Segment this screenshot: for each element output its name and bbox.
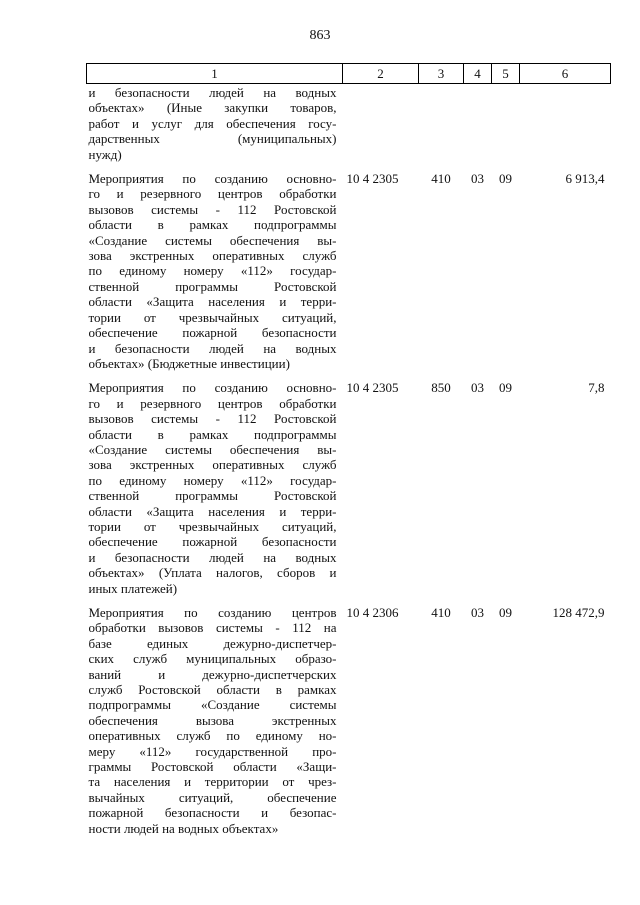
description-line: ственной программы Ростовской xyxy=(88,488,337,504)
header-col-3: 3 xyxy=(419,64,464,84)
description-line: обеспечение пожарной безопасности xyxy=(88,534,337,550)
row-description xyxy=(87,379,343,604)
description-line: «Создание системы обеспечения вы- xyxy=(88,441,337,457)
expense-type xyxy=(419,84,464,171)
description-line: работ и услуг для обеспечения госу- xyxy=(88,115,337,131)
description-line: вызовов системы - 112 Ростовской xyxy=(88,201,337,217)
description-line: меру «112» государственной про- xyxy=(88,743,337,759)
description-line: пожарной безопасности и безопас- xyxy=(88,805,337,821)
expense-type: 850 xyxy=(431,380,451,396)
description-line: области в рамках подпрограммы xyxy=(88,217,337,233)
header-col-5: 5 xyxy=(492,64,520,84)
target-code: 10 4 2305 xyxy=(346,171,399,187)
target-code: 10 4 2306 xyxy=(346,605,399,620)
table-row xyxy=(87,170,611,379)
description-line: Мероприятия по созданию основно- xyxy=(88,380,337,396)
description-line: и безопасности людей на водных xyxy=(88,549,337,565)
description-line: ственной программы Ростовской xyxy=(88,278,337,294)
description-line: области «Защита населения и терри- xyxy=(88,294,337,310)
page-number: 863 xyxy=(309,28,331,43)
description-line: Мероприятия по созданию основно- xyxy=(88,171,337,187)
header-row xyxy=(87,64,611,84)
target-code xyxy=(343,84,419,171)
amount: 7,8 xyxy=(588,380,605,396)
subsection-code: 09 xyxy=(499,171,512,187)
row-description xyxy=(87,604,343,844)
description-line: зова экстренных оперативных служб xyxy=(88,248,337,264)
section-code: 03 xyxy=(471,380,484,396)
description-line: вызовов системы - 112 Ростовской xyxy=(88,411,337,427)
description-line: ских служб муниципальных образо- xyxy=(88,651,337,667)
description-line: го и резервного центров обработки xyxy=(88,395,337,411)
description-line: го и резервного центров обработки xyxy=(88,186,337,202)
description-line: зова экстренных оперативных служб xyxy=(88,457,337,473)
description-line: та населения и территории от чрез- xyxy=(88,774,337,790)
description-line: и безопасности людей на водных xyxy=(88,85,337,100)
amount xyxy=(520,84,611,171)
table-header xyxy=(87,64,611,84)
expense-type: 410 xyxy=(431,605,451,620)
subsection-code xyxy=(492,84,520,171)
description-line: области «Защита населения и терри- xyxy=(88,503,337,519)
description-line: дарственных (муниципальных) xyxy=(88,131,337,147)
description-line: вычайных ситуаций, обеспечение xyxy=(88,789,337,805)
table-row xyxy=(87,604,611,844)
description-line: обработки вызовов системы - 112 на xyxy=(88,620,337,636)
description-line: нужд) xyxy=(88,146,122,162)
description-line: по единому номеру «112» государ- xyxy=(88,263,337,279)
description-line: обеспечения вызова экстренных xyxy=(88,712,337,728)
budget-table xyxy=(86,63,611,844)
amount: 128 472,9 xyxy=(552,605,605,620)
description-line: и безопасности людей на водных xyxy=(88,340,337,356)
row-description xyxy=(87,84,343,171)
section-code: 03 xyxy=(471,605,484,620)
header-col-4: 4 xyxy=(464,64,492,84)
header-col-1: 1 xyxy=(87,64,343,84)
description-line: базе единых дежурно-диспетчер- xyxy=(88,635,337,651)
description-line: тории от чрезвычайных ситуаций, xyxy=(88,309,337,325)
table-row xyxy=(87,84,611,171)
description-line: граммы Ростовской области «Защи- xyxy=(88,759,337,775)
row-description xyxy=(87,170,343,379)
description-line: ности людей на водных объектах» xyxy=(88,820,279,836)
section-code xyxy=(464,84,492,171)
description-line: оперативных служб по единому но- xyxy=(88,728,337,744)
target-code: 10 4 2305 xyxy=(346,380,399,396)
description-line: служб Ростовской области в рамках xyxy=(88,682,337,698)
table-row xyxy=(87,379,611,604)
header-col-2: 2 xyxy=(343,64,419,84)
subsection-code: 09 xyxy=(499,380,512,396)
header-col-6: 6 xyxy=(520,64,611,84)
description-line: тории от чрезвычайных ситуаций, xyxy=(88,518,337,534)
description-line: области в рамках подпрограммы xyxy=(88,426,337,442)
description-line: иных платежей) xyxy=(88,580,178,596)
description-line: по единому номеру «112» государ- xyxy=(88,472,337,488)
section-code: 03 xyxy=(471,171,484,187)
description-line: подпрограммы «Создание системы xyxy=(88,697,337,713)
expense-type: 410 xyxy=(431,171,451,187)
description-line: Мероприятия по созданию центров xyxy=(88,605,337,620)
amount: 6 913,4 xyxy=(565,171,605,187)
description-line: объектах» (Иные закупки товаров, xyxy=(88,100,337,116)
description-line: ваний и дежурно-диспетчерских xyxy=(88,666,337,682)
description-line: «Создание системы обеспечения вы- xyxy=(88,232,337,248)
subsection-code: 09 xyxy=(499,605,512,620)
description-line: объектах» (Уплата налогов, сборов и xyxy=(88,565,337,581)
description-line: объектах» (Бюджетные инвестиции) xyxy=(88,355,290,371)
table-body xyxy=(87,84,611,845)
description-line: обеспечение пожарной безопасности xyxy=(88,325,337,341)
